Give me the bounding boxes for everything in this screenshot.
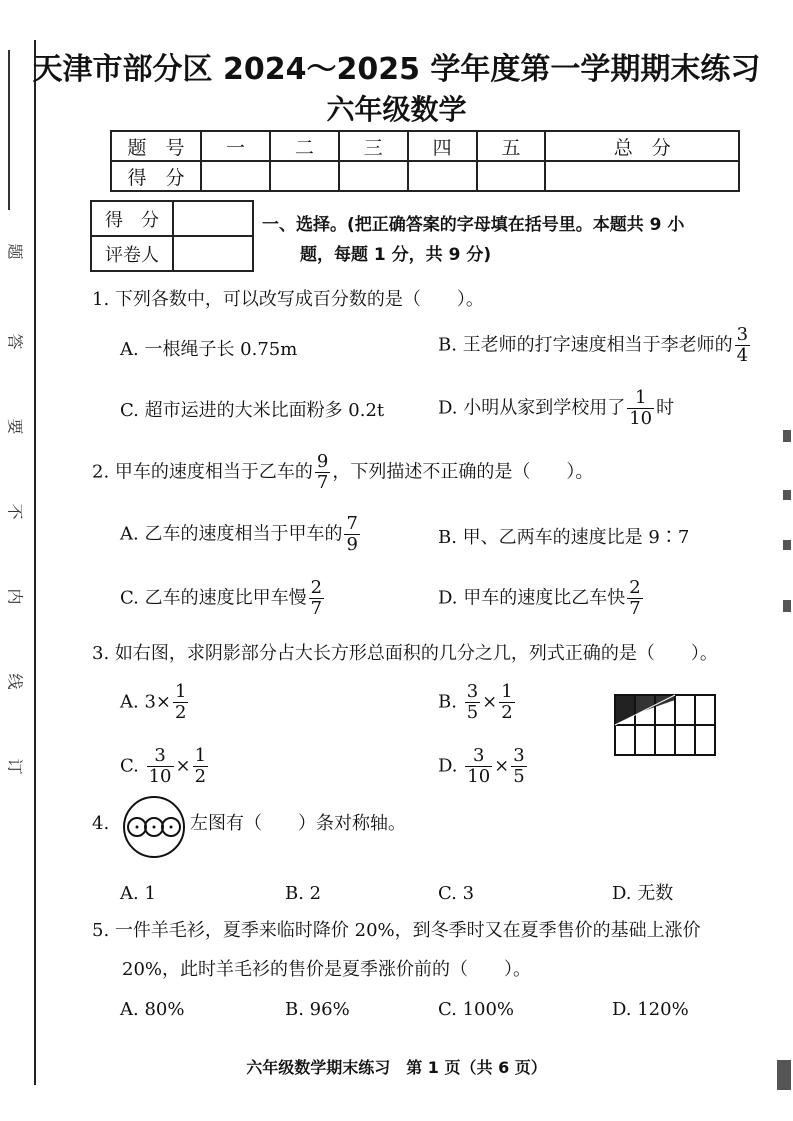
score-table-cell: 二 (270, 131, 339, 161)
score-table-cell: 五 (477, 131, 546, 161)
fraction: $\frac{3}{5}$ (466, 681, 479, 723)
score-table (110, 130, 740, 192)
fraction: $\frac{3}{10}$ (148, 745, 172, 787)
option-c: C. 乙车的速度比甲车慢 $\frac{2}{7}$ (120, 577, 323, 619)
option-d: D. $\frac{3}{10}$ × $\frac{3}{5}$ (438, 745, 525, 787)
option-d: D. 无数 (612, 883, 674, 904)
score-input-cell[interactable] (339, 161, 408, 191)
section-heading: 一、选择。(把正确答案的字母填在括号里。本题共 9 小 (262, 215, 685, 235)
option-a: A. 3× $\frac{1}{2}$ (120, 681, 187, 723)
grader-name-cell[interactable] (173, 236, 253, 271)
option-a: A. 80% (120, 999, 185, 1020)
score-table-cell: 一 (201, 131, 270, 161)
margin-char: 题 (5, 243, 25, 260)
option-b: B. 96% (285, 999, 350, 1020)
option-b: B. $\frac{3}{5}$ × $\frac{1}{2}$ (438, 681, 513, 723)
page-title: 天津市部分区 2024～2025 学年度第一学期期末练习 (32, 52, 761, 87)
fraction: $\frac{2}{7}$ (310, 577, 323, 619)
option-a: A. 1 (120, 883, 156, 904)
rectangle-grid-figure (614, 694, 716, 756)
scan-mark (783, 490, 791, 500)
margin-char: 线 (5, 673, 25, 690)
question-stem: 左图有（ ）条对称轴。 (190, 813, 406, 834)
grader-score-label: 得 分 (91, 201, 173, 236)
question-stem: 1. 下列各数中，可以改写成百分数的是（ ）。 (92, 289, 484, 310)
grader-name-label: 评卷人 (91, 236, 173, 271)
option-b: B. 王老师的打字速度相当于李老师的 $\frac{3}{4}$ (438, 324, 749, 366)
fraction: $\frac{3}{5}$ (513, 745, 525, 787)
option-c: C. 100% (438, 999, 515, 1020)
fraction: $\frac{2}{7}$ (629, 577, 641, 619)
fraction: $\frac{9}{7}$ (316, 451, 329, 493)
section-heading: 题，每题 1 分，共 9 分) (300, 245, 492, 265)
margin-char: 内 (5, 588, 25, 605)
question-number: 4. (92, 813, 110, 834)
score-table-score-row (111, 161, 739, 191)
question-stem: 5. 一件羊毛衫，夏季来临时降价 20%，到冬季时又在夏季售价的基础上涨价 (92, 920, 701, 941)
option-b: B. 甲、乙两车的速度比是 9∶7 (438, 527, 690, 548)
binding-line (34, 40, 36, 1085)
option-c: C. 3 (438, 883, 475, 904)
score-input-cell[interactable] (270, 161, 339, 191)
option-b: B. 2 (285, 883, 322, 904)
scan-mark (783, 540, 791, 550)
page-footer: 六年级数学期末练习 第 1 页（共 6 页） (246, 1058, 547, 1077)
option-c: C. 超市运进的大米比面粉多 0.2t (120, 400, 385, 421)
margin-char: 订 (5, 758, 25, 775)
score-table-cell: 得 分 (111, 161, 201, 191)
question-stem: 2. 甲车的速度相当于乙车的 $\frac{9}{7}$ ，下列描述不正确的是（ ）。 (92, 451, 594, 493)
option-d: D. 120% (612, 999, 689, 1020)
fraction: $\frac{1}{2}$ (501, 681, 513, 723)
option-d: D. 甲车的速度比乙车快 $\frac{2}{7}$ (438, 577, 641, 619)
circles-figure (122, 795, 186, 859)
fraction: $\frac{3}{10}$ (467, 745, 491, 787)
scan-mark (783, 600, 791, 612)
fraction: $\frac{3}{4}$ (736, 324, 749, 366)
score-input-cell[interactable] (408, 161, 477, 191)
question-stem-cont: 20%，此时羊毛衫的售价是夏季涨价前的（ ）。 (122, 959, 532, 980)
score-table-cell: 三 (339, 131, 408, 161)
option-a: A. 乙车的速度相当于甲车的 $\frac{7}{9}$ (120, 513, 358, 555)
option-d: D. 小明从家到学校用了 $\frac{1}{10}$ 时 (438, 387, 675, 429)
grader-box (90, 200, 254, 272)
margin-char: 要 (5, 418, 25, 435)
grader-score-cell[interactable] (173, 201, 253, 236)
margin-char: 不 (5, 503, 25, 520)
score-table-cell: 题 号 (111, 131, 201, 161)
fraction: $\frac{7}{9}$ (346, 513, 358, 555)
fraction: $\frac{1}{2}$ (194, 745, 207, 787)
fraction: $\frac{1}{2}$ (174, 681, 187, 723)
question-stem: 3. 如右图，求阴影部分占大长方形总面积的几分之几，列式正确的是（ ）。 (92, 643, 718, 664)
option-c: C. $\frac{3}{10}$ × $\frac{1}{2}$ (120, 745, 207, 787)
score-table-cell: 总 分 (545, 131, 739, 161)
score-input-cell[interactable] (545, 161, 739, 191)
margin-char: 答 (5, 333, 25, 350)
score-table-header-row (111, 131, 739, 161)
score-input-cell[interactable] (477, 161, 546, 191)
score-table-cell: 四 (408, 131, 477, 161)
fraction: $\frac{1}{10}$ (629, 387, 653, 429)
option-a: A. 一根绳子长 0.75m (120, 339, 298, 360)
score-input-cell[interactable] (201, 161, 270, 191)
page-subtitle: 六年级数学 (326, 93, 467, 126)
scan-mark (783, 430, 791, 442)
